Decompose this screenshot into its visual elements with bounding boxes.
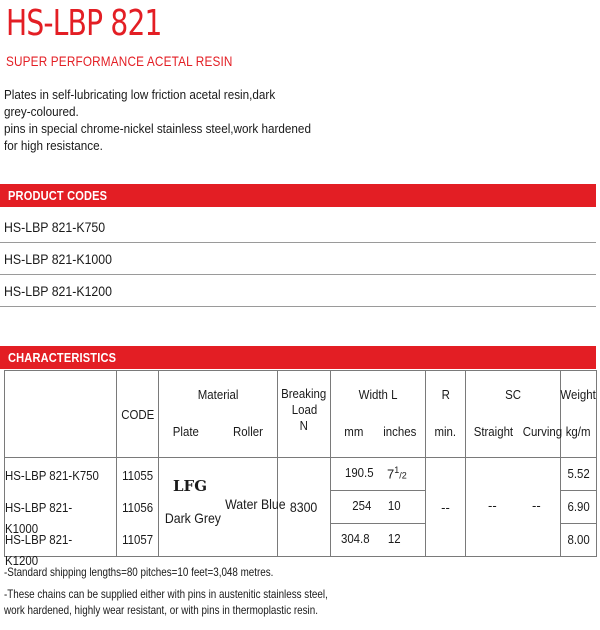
row-name: HS-LBP 821-K1200 [5,531,73,568]
product-subtitle: SUPER PERFORMANCE ACETAL RESIN [6,53,233,69]
header-width: Width L [358,387,398,402]
header-breaking: Breaking [281,386,327,401]
plate-material-code: LFG [173,477,208,495]
header-plate: Plate [172,424,199,439]
description-line: pins in special chrome-nickel stainless steel,work hardened [4,121,311,136]
width-inches-den: 2 [401,470,407,481]
characteristics-heading-text: CHARACTERISTICS [8,350,117,365]
product-title: HS-LBP 821 [6,3,162,44]
header-min: min. [434,424,457,439]
description-line: grey-coloured. [4,104,79,119]
product-code-row [0,275,596,307]
header-width-cell [331,371,426,458]
r-min-value-cell [426,458,466,557]
weight-value: 5.52 [567,466,590,481]
header-r: R [441,387,450,402]
row-name: HS-LBP 821-K1000 [5,499,73,536]
product-description [4,86,311,154]
material-values-cell [159,458,286,557]
header-roller: Roller [233,424,263,439]
width-values-cell: 190.5 $7^1/2$ 254 10 304.8 12 [331,458,426,557]
header-material-cell [159,371,278,458]
row-code: 11056 [122,499,153,515]
header-sc: SC [505,387,521,402]
header-material: Material [197,387,239,402]
r-min-value: -- [441,499,450,515]
roller-color: Water Blue [225,496,286,512]
row-code: 11057 [122,531,153,547]
header-breaking-load-cell [278,371,331,458]
width-inches: 10 [387,498,401,513]
row-names-cell [5,458,117,568]
product-code-row [0,243,596,275]
row-codes-cell [117,458,159,557]
footnote-shipping: -Standard shipping lengths=80 pitches=10 feet=3,048 metres. [4,565,274,579]
header-inches: inches [383,424,417,439]
characteristics-table [4,370,597,568]
sc-values-cell [466,458,561,557]
width-mm: 190.5 [344,465,374,480]
header-curving: Curving [522,424,563,439]
header-kgm: kg/m [566,424,591,439]
header-load: Load [291,402,317,417]
characteristics-heading [0,346,596,369]
header-weight: Weight [560,387,597,402]
header-mm: mm [344,424,364,439]
product-codes-heading-text: PRODUCT CODES [8,188,108,203]
row-code: 11055 [122,467,153,483]
width-inches-num: 1 [394,465,400,475]
weight-value: 6.90 [567,499,590,514]
breaking-load-value: 8300 [290,499,318,515]
description-line: Plates in self-lubricating low friction acetal resin,dark [4,87,276,102]
header-newton: N [299,418,309,433]
header-name-cell [5,371,117,458]
product-code: HS-LBP 821-K1000 [4,251,112,267]
footnotes [4,564,596,624]
header-r-cell [426,371,466,458]
width-mm: 304.8 [340,531,370,546]
product-codes-heading [0,184,596,207]
footnote-pins: -These chains can be supplied either with pins in austenitic stainless steel, [4,587,328,601]
product-code: HS-LBP 821-K750 [4,219,106,235]
weight-values-cell [561,458,597,557]
header-straight: Straight [473,424,514,439]
width-inches-whole: 7 [387,466,395,482]
product-code: HS-LBP 821-K1200 [4,283,112,299]
footnote-pins-continued: work hardened, highly wear resistant, or with pins in thermoplastic resin. [4,603,318,617]
header-sc-cell [466,371,561,458]
product-code-row [0,211,596,243]
header-weight-cell [561,371,597,458]
sc-straight-value: -- [488,498,497,513]
description-line: for high resistance. [4,138,103,153]
row-name: HS-LBP 821-K750 [5,467,99,483]
weight-value: 8.00 [567,532,590,547]
header-code-cell [117,371,159,458]
sc-curving-value: -- [532,498,541,513]
width-inches: 12 [387,531,401,546]
plate-color: Dark Grey [164,510,221,526]
header-code: CODE [120,406,155,422]
width-mm: 254 [352,498,372,513]
